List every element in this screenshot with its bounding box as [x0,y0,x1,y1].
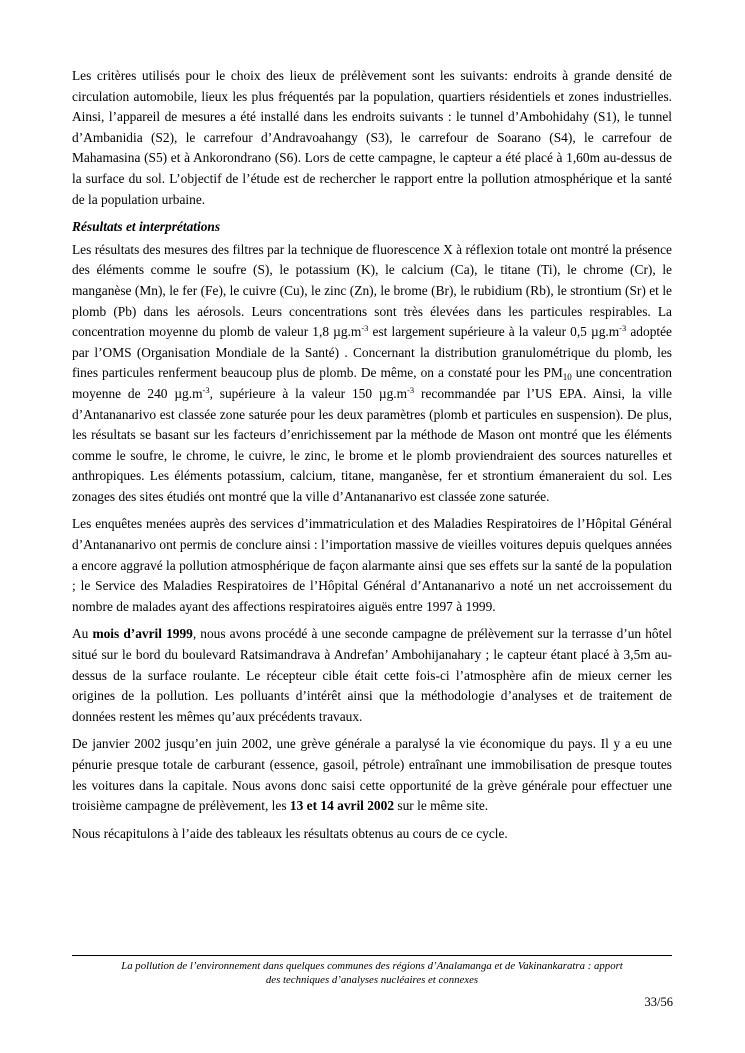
results-text-5: , supérieure à la valeur 150 µg.m [209,385,408,401]
results-text-4: une concentration moyenne de 240 µg.m [72,365,672,401]
paragraph-third-campaign [72,734,672,816]
third-campaign-date: 13 et 14 avril 2002 [289,798,395,814]
results-text-6: recommandée par l’US EPA. Ainsi, la ville d’Antananarivo est classée zone saturée pour les deux paramètres (plomb et particules en suspension). De plus, les résultats se basant sur les facteurs d’enrichissement par la méthode de Mason ont montré que les éléments comme le soufre, le chrome, le cuivre, le zinc, le brome et le plomb proviendraient des sources naturelles et anthropiques. Les éléments potassium, calcium, titane, manganèse, fer et strontium émaneraient du sol. Les zonages des sites étudiés ont montré que la ville d’Antananarivo est classée zone saturée. [72,385,673,504]
paragraph-second-campaign [72,624,672,727]
second-campaign-date: mois d’avril 1999 [92,626,193,642]
running-footer [72,960,672,987]
unit-exponent: -3 [619,323,627,334]
paragraph-sampling-criteria: Les critères utilisés pour le choix des lieux de prélèvement sont les suivants: endroits à grande densité de circulation automobile, lieux les plus fréquentés par la population, quartiers résidentiels et zones industrielles. Ainsi, l’appareil de mesures a été installé dans les endroits suivants : le tunnel d’Ambohidahy (S1), le tunnel d’Ambanidia (S2), le carrefour d’Andravoahangy (S3), le carrefour de Soarano (S4), le carrefour de Mahamasina (S5) et à Ankorondrano (S6). Lors de cette campagne, le capteur a été placé à 1,60m au-dessus de la surface du sol. L’objectif de l’étude est de rechercher le rapport entre la pollution atmosphérique et la santé de la population urbaine. [72,68,672,207]
paragraph-surveys: Les enquêtes menées auprès des services d’immatriculation et des Maladies Respiratoires de l’Hôpital Général d’Antananarivo ont permis de conclure ainsi : l’importation massive de vieilles voitures depuis quelques années a encore aggravé la pollution atmosphérique de façon alarmante ainsi que ses effets sur la santé de la population ; le Service des Maladies Respiratoires de l’Hôpital Général d’Antananarivo a noté un net accroissement du nombre de malades ayant des affections respiratoires aiguës entre 1997 à 1999. [72,516,672,614]
paragraph-summary: Nous récapitulons à l’aide des tableaux les résultats obtenus au cours de ce cycle. [72,825,508,841]
unit-exponent: -3 [407,384,415,395]
section-heading: Résultats et interprétations [72,219,221,235]
second-campaign-text-1: Au [72,626,93,642]
second-campaign-text-2: , nous avons procédé à une seconde campagne de prélèvement sur la terrasse d’un hôtel situé sur le bord du boulevard Ratsimandrava à Andrefan’ Ambohijanahary ; le capteur étant placé à 3,5m au-dessus de la surface roulante. Le récepteur cible était cette fois-ci l’atmosphère afin de mieux cerner les origines de la pollution. Les polluants d’intérêt ainsi que la méthodologie d’analyses et de traitement de données restent les mêmes qu’aux précédents travaux. [72,626,672,724]
results-text-1: Les résultats des mesures des filtres par la technique de fluorescence X à réflexion totale ont montré la présence des éléments comme le soufre (S), le potassium (K), le calcium (Ca), le titane (Ti), le chrome (Cr), le manganèse (Mn), le fer (Fe), le cuivre (Cu), le zinc (Zn), le brome (Br), le rubidium (Rb), le strontium (Sr) et le plomb (Pb) dans les aérosols. Leurs concentrations sont très élevées dans les particules respirables. La concentration moyenne du plomb de valeur 1,8 µg.m [72,241,672,340]
third-campaign-text-2: sur le même site. [394,798,489,814]
unit-exponent: -3 [202,384,210,395]
paragraph-results [72,240,672,508]
footer-line-2: des techniques d’analyses nucléaires et connexes [265,973,479,986]
page-number: 33/56 [644,995,673,1009]
results-text-3: adoptée par l’OMS (Organisation Mondiale de la Santé) . Concernant la distribution granulométrique du plomb, les fines particules renferment beaucoup plus de plomb. De même, on a constaté pour les PM [72,324,672,381]
unit-exponent: -3 [361,323,369,334]
pm-subscript: 10 [562,372,572,383]
footer-divider [72,955,672,956]
results-text-2: est largement supérieure à la valeur 0,5 µg.m [368,324,620,340]
document-body [72,66,672,844]
third-campaign-text-1: De janvier 2002 jusqu’en juin 2002, une grève générale a paralysé la vie économique du pays. Il y a eu une pénurie presque totale de carburant (essence, gasoil, pétrole) entraînant une immobilisation de presque toutes les voitures dans la capitale. Nous avons donc saisi cette opportunité de la grève générale pour effectuer une troisième campagne de prélèvement, les [72,736,672,814]
footer-line-1: La pollution de l’environnement dans quelques communes des régions d’Analamanga et de Vakinankaratra : apport [121,960,623,972]
